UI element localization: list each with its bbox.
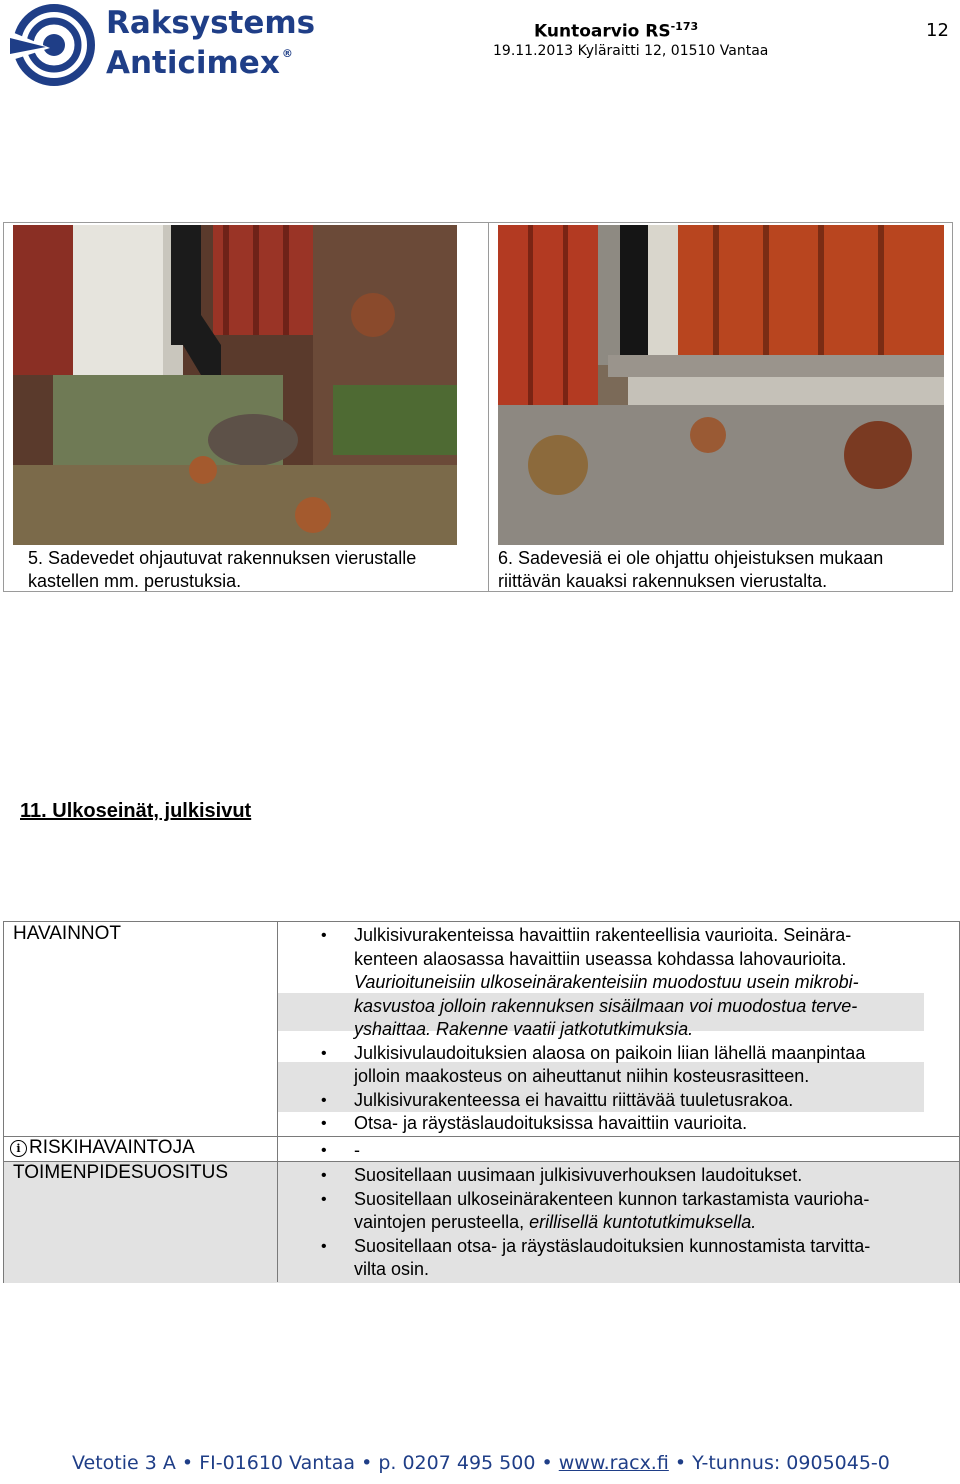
- document-subtitle: 19.11.2013 Kyläraitti 12, 01510 Vantaa: [493, 43, 769, 59]
- brand-line2: Anticimex: [106, 45, 280, 81]
- list-item: • Suositellaan ulkoseinärakenteen kunnon tarkastamista vaurioha- vaintojen perusteella, erillisellä kuntotutkimuksella.: [294, 1188, 934, 1235]
- havainnot-list: [294, 924, 934, 1136]
- doc-code: -173: [670, 20, 699, 33]
- photo-downspout-foundation: [13, 225, 457, 545]
- riskihavaintoja-label: i RISKIHAVAINTOJA: [10, 1137, 195, 1159]
- list-item: • Julkisivulaudoituksien alaosa on paikoin liian lähellä maanpintaa jolloin maakosteus on aiheuttanut niihin kosteusrasitteen.: [294, 1042, 934, 1089]
- riski-list: [294, 1139, 934, 1163]
- info-circle-icon: i: [10, 1140, 27, 1157]
- doc-title-text: Kuntoarvio RS: [534, 21, 671, 42]
- document-title: [534, 20, 698, 42]
- caption-5-line1: 5. Sadevedet ohjautuvat rakennuksen vierustalle: [28, 548, 417, 568]
- footer-separator: •: [674, 1452, 687, 1474]
- photo-wall-base-gravel: [498, 225, 944, 545]
- footer-website-link[interactable]: www.racx.fi: [558, 1452, 669, 1474]
- brand-line1: Raksystems: [106, 5, 316, 41]
- list-item: • Otsa- ja räystäslaudoituksissa havaittiin vaurioita.: [294, 1112, 934, 1136]
- list-item: • Suositellaan otsa- ja räystäslaudoituksien kunnostamista tarvitta- vilta osin.: [294, 1235, 934, 1282]
- photo-caption-5: [28, 547, 416, 593]
- footer-separator: •: [181, 1452, 194, 1474]
- footer-separator: •: [541, 1452, 553, 1474]
- caption-6-line1: 6. Sadevesiä ei ole ohjattu ohjeistuksen mukaan: [498, 548, 884, 568]
- page-number: 12: [926, 20, 949, 41]
- caption-6-line2: riittävän kauaksi rakennuksen vierustalta.: [498, 571, 828, 591]
- registered-mark: ®: [281, 47, 293, 60]
- list-item: • Julkisivurakenteessa ei havaittu riittävää tuuletusrakoa.: [294, 1089, 934, 1113]
- list-item: • Suositellaan uusimaan julkisivuverhouksen laudoitukset.: [294, 1164, 934, 1188]
- section-heading: 11. Ulkoseinät, julkisivut: [20, 800, 252, 822]
- toimenpidesuositus-label: TOIMENPIDESUOSITUS: [13, 1162, 229, 1183]
- logo-swirl-icon: [6, 4, 106, 86]
- havainnot-label: HAVAINNOT: [13, 923, 122, 944]
- footer-business-id: Y-tunnus: 0905045-0: [692, 1452, 890, 1474]
- list-item: • Julkisivurakenteissa havaittiin rakenteellisia vaurioita. Seinära- kenteen alaosassa havaittiin useassa kohdassa lahovaurioita. Vaurioituneisiin ulkoseinärakenteisiin muodostuu usein mikrobi- kasvustoa jolloin rakennuksen sisäilmaan voi muodostua terve- yshaittaa. Rakenne vaatii jatkotutkimuksia.: [294, 924, 934, 1042]
- footer-address: Vetotie 3 A: [72, 1452, 176, 1474]
- caption-5-line2: kastellen mm. perustuksia.: [28, 571, 242, 591]
- footer-phone: p. 0207 495 500: [378, 1452, 536, 1474]
- list-item: • -: [294, 1139, 934, 1163]
- photo-table: [3, 222, 953, 592]
- footer-separator: •: [361, 1452, 373, 1474]
- brand-name: [106, 5, 316, 81]
- footer-postal: FI-01610 Vantaa: [199, 1452, 356, 1474]
- toimenpide-list: [294, 1164, 934, 1282]
- page-footer: [72, 1452, 890, 1474]
- findings-table: [3, 921, 960, 1283]
- photo-caption-6: [498, 547, 883, 593]
